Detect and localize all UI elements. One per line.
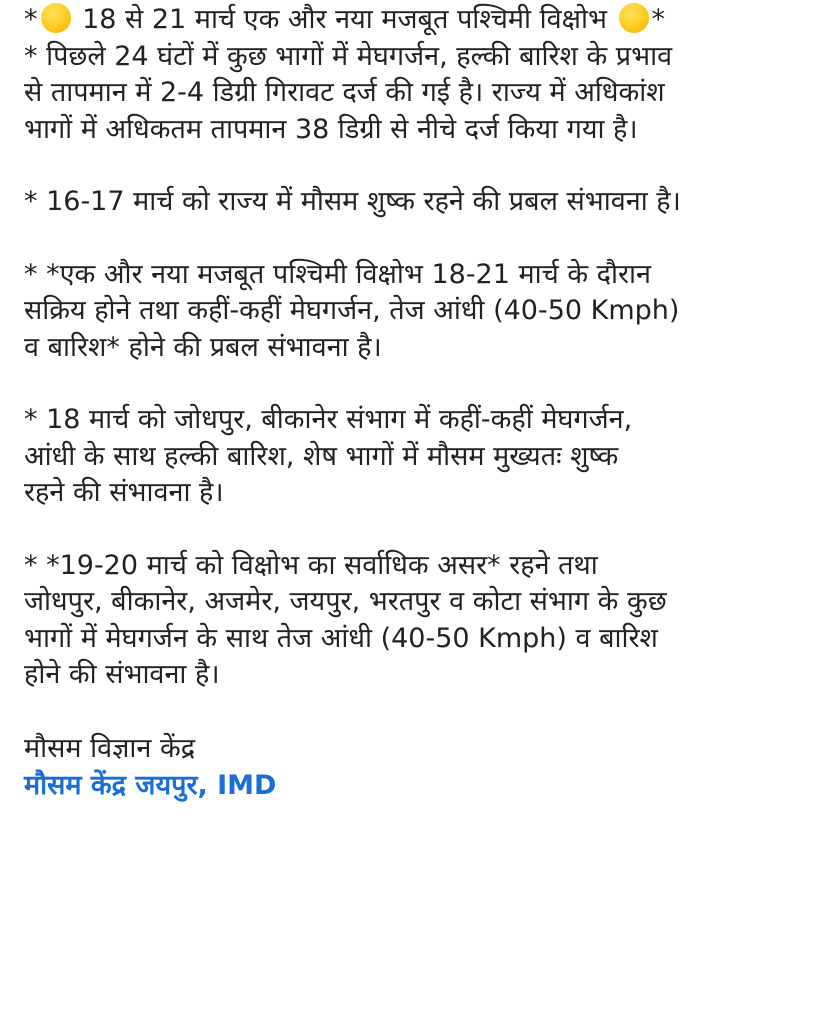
paragraph-line: सक्रिय होने तथा कहीं-कहीं मेघगर्जन, तेज आंधी (40-50 Kmph)	[24, 295, 680, 326]
paragraph-march-19-20	[24, 548, 804, 694]
paragraph-line: भागों में अधिकतम तापमान 38 डिग्री से नीचे दर्ज किया गया है।	[24, 113, 638, 145]
paragraph-gap	[24, 694, 804, 730]
paragraph-line: * *एक और नया मजबूत पश्चिमी विक्षोभ 18-21 मार्च के दौरान	[24, 258, 652, 290]
message-body	[24, 2, 804, 804]
signature-org: मौसम विज्ञान केंद्र	[24, 732, 196, 764]
sun-icon	[619, 3, 649, 33]
signature-link[interactable]: मौसम केंद्र जयपुर, IMD	[24, 769, 277, 801]
paragraph-march-18	[24, 402, 804, 512]
header-prefix: *	[24, 4, 38, 35]
paragraph-line: जोधपुर, बीकानेर, अजमेर, जयपुर, भरतपुर व कोटा संभाग के कुछ	[24, 586, 667, 617]
paragraph-temperature	[24, 39, 804, 149]
paragraph-line: * पिछले 24 घंटों में कुछ भागों में मेघगर्जन, हल्की बारिश के प्रभाव	[24, 40, 673, 72]
header-line	[24, 2, 804, 39]
paragraph-line: * 18 मार्च को जोधपुर, बीकानेर संभाग में कहीं-कहीं मेघगर्जन,	[24, 404, 633, 435]
paragraph-line: से तापमान में 2-4 डिग्री गिरावट दर्ज की गई है। राज्य में अधिकांश	[24, 77, 665, 108]
paragraph-gap	[24, 148, 804, 184]
paragraph-gap	[24, 366, 804, 402]
header-suffix: *	[651, 4, 666, 35]
paragraph-gap	[24, 512, 804, 548]
paragraph-dry-weather	[24, 184, 804, 221]
paragraph-disturbance	[24, 257, 804, 367]
paragraph-line: व बारिश* होने की प्रबल संभावना है।	[24, 331, 382, 363]
paragraph-line: होने की संभावना है।	[24, 659, 220, 690]
sun-icon	[41, 3, 71, 33]
paragraph-line: रहने की संभावना है।	[24, 477, 224, 508]
paragraph-gap	[24, 221, 804, 257]
paragraph-line: आंधी के साथ हल्की बारिश, शेष भागों में मौसम मुख्यतः शुष्क	[24, 440, 619, 472]
paragraph-line: * 16-17 मार्च को राज्य में मौसम शुष्क रहने की प्रबल संभावना है।	[24, 186, 681, 217]
header-title: 18 से 21 मार्च एक और नया मजबूत पश्चिमी विक्षोभ	[73, 4, 616, 35]
paragraph-line: * *19-20 मार्च को विक्षोभ का सर्वाधिक असर* रहने तथा	[24, 549, 598, 581]
paragraph-line: भागों में मेघगर्जन के साथ तेज आंधी (40-50 Kmph) व बारिश	[24, 622, 658, 654]
